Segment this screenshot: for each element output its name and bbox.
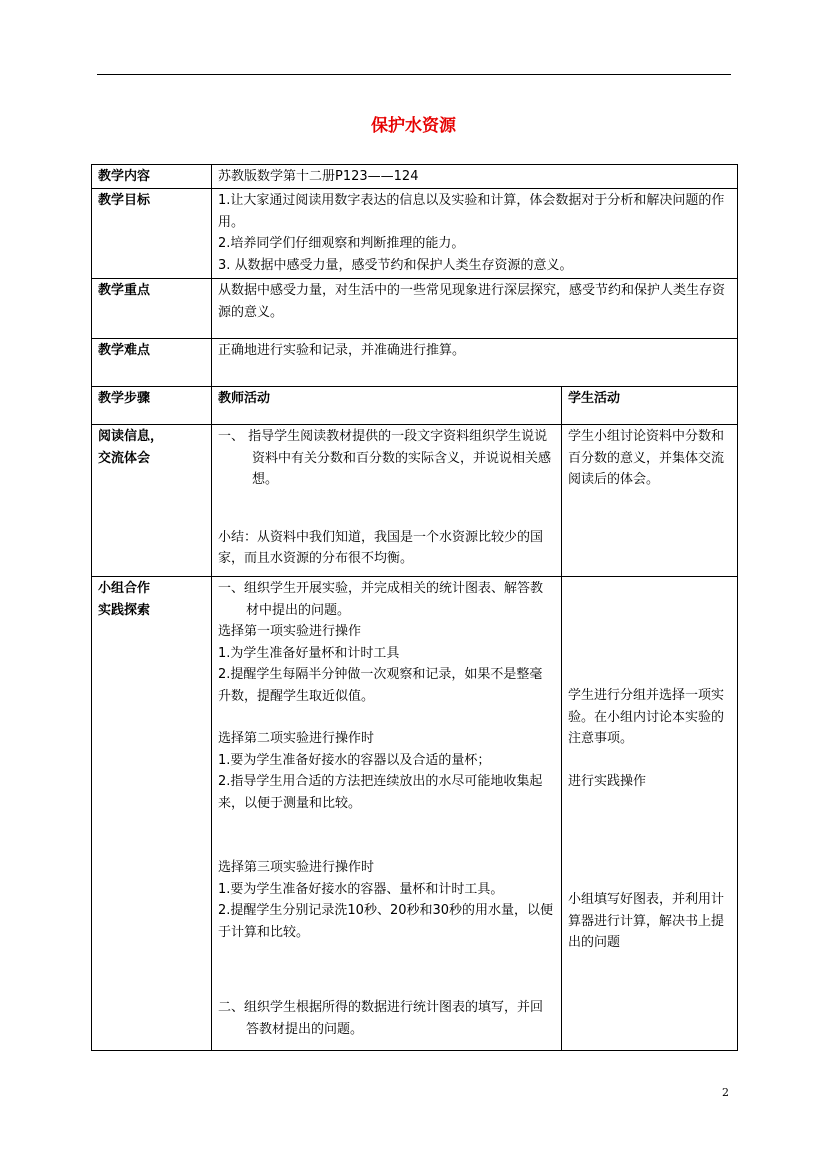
- row-group: [92, 577, 738, 1051]
- teacher-group-line: 2.指导学生用合适的方法把连续放出的水尽可能地收集起来，以便于测量和比较。: [218, 774, 543, 811]
- row-key: [92, 279, 738, 339]
- teacher-group-line: 1.为学生准备好量杯和计时工具: [218, 645, 400, 661]
- teacher-group-line: 2.提醒学生分别记录洗10秒、20秒和30秒的用水量，以便于计算和比较。: [218, 903, 554, 940]
- label-key: 教学重点: [92, 279, 212, 339]
- teacher-group: [212, 577, 562, 1051]
- row-content: [92, 165, 738, 189]
- row-reading: [92, 425, 738, 577]
- label-content: 教学内容: [92, 165, 212, 189]
- teacher-group-line: 选择第二项实验进行操作时: [218, 731, 375, 746]
- row-steps-header: [92, 387, 738, 425]
- header-student: 学生活动: [562, 387, 738, 425]
- student-group: [562, 577, 738, 1051]
- label-goals: 教学目标: [92, 189, 212, 279]
- teacher-group-line: 二、组织学生根据所得的数据进行统计图表的填写，并回答教材提出的问题。: [218, 1000, 544, 1037]
- student-group-line: 小组填写好图表，并利用计算器进行计算，解决书上提出的问题: [568, 892, 725, 950]
- label-group-line2: 实践探索: [98, 602, 151, 618]
- header-rule: [97, 74, 731, 75]
- lesson-plan-table: [91, 164, 738, 1051]
- student-group-line: 进行实践操作: [568, 773, 647, 789]
- teacher-group-line: 选择第一项实验进行操作: [218, 624, 362, 639]
- label-group: [92, 577, 212, 1051]
- value-goals: [212, 189, 738, 279]
- teacher-reading: [212, 425, 562, 577]
- label-steps: 教学步骤: [92, 387, 212, 425]
- label-reading-line2: 交流体会: [98, 450, 151, 466]
- value-difficulty: 正确地进行实验和记录，并准确进行推算。: [212, 339, 738, 387]
- teacher-group-line: 1.要为学生准备好接水的容器、量杯和计时工具。: [218, 881, 504, 897]
- teacher-group-line: 选择第三项实验进行操作时: [218, 860, 375, 875]
- teacher-reading-step: 一、 指导学生阅读教材提供的一段文字资料组织学生说说资料中有关分数和百分数的实际含义，并说说相关感想。: [218, 429, 552, 487]
- value-content: 苏教版数学第十二册P123——124: [212, 165, 738, 189]
- header-teacher: 教师活动: [212, 387, 562, 425]
- page-number: 2: [722, 1086, 729, 1099]
- goal-item: 3. 从数据中感受力量，感受节约和保护人类生存资源的意义。: [218, 257, 573, 273]
- row-difficulty: [92, 339, 738, 387]
- teacher-group-line: 2.提醒学生每隔半分钟做一次观察和记录，如果不是整毫升数，提醒学生取近似值。: [218, 667, 543, 704]
- label-difficulty: 教学难点: [92, 339, 212, 387]
- value-key: 从数据中感受力量，对生活中的一些常见现象进行深层探究，感受节约和保护人类生存资源的意义。: [212, 279, 738, 339]
- label-group-line1: 小组合作: [98, 581, 151, 596]
- label-reading-line1: 阅读信息，: [98, 429, 164, 444]
- student-reading: 学生小组讨论资料中分数和百分数的意义，并集体交流阅读后的体会。: [562, 425, 738, 577]
- teacher-group-line: 1.要为学生准备好接水的容器以及合适的量杯；: [218, 752, 491, 768]
- goal-item: 2.培养同学们仔细观察和判断推理的能力。: [218, 236, 465, 251]
- student-group-line: 学生进行分组并选择一项实验。在小组内讨论本实验的注意事项。: [568, 688, 725, 746]
- teacher-reading-summary: 小结：从资料中我们知道，我国是一个水资源比较少的国家，而且水资源的分布很不均衡。: [218, 529, 544, 566]
- page-title: 保护水资源: [371, 116, 456, 136]
- goal-item: 1.让大家通过阅读用数字表达的信息以及实验和计算，体会数据对于分析和解决问题的作用。: [218, 193, 725, 230]
- teacher-group-line: 一、组织学生开展实验，并完成相关的统计图表、解答教材中提出的问题。: [218, 581, 544, 618]
- row-goals: [92, 189, 738, 279]
- label-reading: [92, 425, 212, 577]
